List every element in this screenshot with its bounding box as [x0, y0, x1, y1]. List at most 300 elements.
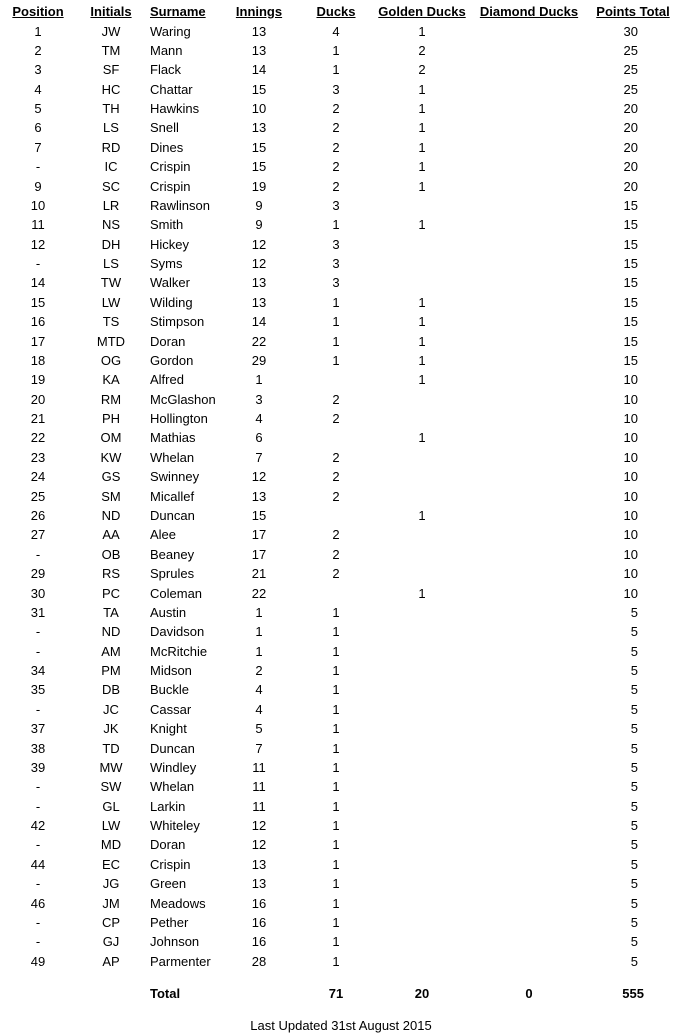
cell-surname: Hickey [150, 236, 190, 252]
cell-points: 5 [630, 624, 638, 640]
cell-initials: TD [102, 740, 120, 756]
totals-label: Total [150, 986, 181, 1001]
cell-surname: Chattar [150, 81, 193, 97]
cell-innings: 15 [251, 81, 267, 97]
cell-innings: 14 [251, 314, 267, 330]
cell-position: 42 [30, 818, 46, 834]
table-row [0, 584, 682, 603]
cell-surname: Knight [150, 721, 187, 737]
cell-innings: 12 [251, 469, 267, 485]
cell-surname: Swinney [150, 469, 200, 485]
table-row [0, 506, 682, 525]
header-surname: Surname [150, 4, 206, 19]
cell-position: 3 [34, 62, 42, 78]
cell-position: - [35, 624, 41, 640]
cell-golden-ducks: 1 [418, 101, 426, 117]
cell-ducks: 1 [332, 62, 340, 78]
cell-points: 5 [630, 701, 638, 717]
cell-position: 23 [30, 449, 46, 465]
cell-innings: 7 [255, 740, 263, 756]
cell-points: 5 [630, 837, 638, 853]
cell-initials: RD [101, 139, 121, 155]
cell-golden-ducks: 1 [418, 120, 426, 136]
cell-innings: 13 [251, 856, 267, 872]
cell-surname: Whelan [150, 779, 195, 795]
table-row [0, 777, 682, 796]
cell-innings: 1 [255, 624, 263, 640]
table-row [0, 390, 682, 409]
cell-initials: SM [101, 488, 121, 504]
cell-innings: 13 [251, 42, 267, 58]
cell-ducks: 3 [332, 81, 340, 97]
cell-points: 20 [623, 178, 638, 194]
cell-position: 37 [30, 721, 46, 737]
header-diamond-ducks: Diamond Ducks [479, 4, 579, 19]
cell-points: 15 [623, 275, 638, 291]
cell-innings: 13 [251, 294, 267, 310]
cell-surname: Stimpson [150, 314, 205, 330]
cell-position: 34 [30, 663, 46, 679]
cell-position: - [35, 701, 41, 717]
cell-surname: Cassar [150, 701, 192, 717]
cell-points: 25 [623, 42, 638, 58]
cell-initials: RS [101, 566, 121, 582]
cell-ducks: 1 [332, 217, 340, 233]
cell-position: 29 [30, 566, 46, 582]
cell-position: 16 [30, 314, 46, 330]
cell-points: 20 [623, 101, 638, 117]
cell-surname: Midson [150, 663, 192, 679]
cell-points: 5 [630, 643, 638, 659]
cell-position: 21 [30, 411, 46, 427]
cell-points: 5 [630, 934, 638, 950]
cell-innings: 9 [255, 197, 263, 213]
cell-ducks: 2 [332, 469, 340, 485]
cell-initials: KA [102, 372, 120, 388]
cell-initials: LS [103, 120, 119, 136]
cell-surname: Alfred [150, 372, 184, 388]
cell-innings: 15 [251, 139, 267, 155]
table-row [0, 894, 682, 913]
cell-position: - [35, 159, 41, 175]
cell-initials: MW [99, 759, 123, 775]
cell-ducks: 2 [332, 159, 340, 175]
table-row [0, 41, 682, 60]
table-row [0, 642, 682, 661]
cell-innings: 17 [251, 527, 267, 543]
cell-points: 15 [623, 256, 638, 272]
cell-initials: RM [100, 391, 122, 407]
cell-initials: SW [100, 779, 122, 795]
cell-position: - [35, 798, 41, 814]
header-points-total: Points Total [596, 4, 670, 19]
cell-position: 25 [30, 488, 46, 504]
cell-surname: Whelan [150, 449, 195, 465]
cell-points: 5 [630, 914, 638, 930]
cell-golden-ducks: 1 [418, 81, 426, 97]
cell-ducks: 1 [332, 837, 340, 853]
cell-innings: 11 [252, 759, 266, 775]
cell-innings: 4 [255, 682, 263, 698]
cell-innings: 11 [252, 779, 266, 795]
table-row [0, 138, 682, 157]
cell-golden-ducks: 1 [418, 294, 426, 310]
cell-ducks: 1 [332, 604, 340, 620]
cell-innings: 13 [251, 488, 267, 504]
table-row [0, 680, 682, 699]
cell-points: 5 [630, 604, 638, 620]
table-row [0, 855, 682, 874]
table-row [0, 428, 682, 447]
cell-ducks: 1 [332, 352, 340, 368]
table-row [0, 874, 682, 893]
cell-initials: OB [101, 546, 121, 562]
cell-ducks: 1 [332, 779, 340, 795]
cell-points: 25 [623, 81, 638, 97]
cell-initials: TS [102, 314, 120, 330]
cell-innings: 2 [255, 663, 263, 679]
cell-points: 5 [630, 779, 638, 795]
table-row [0, 835, 682, 854]
totals-ducks: 71 [328, 986, 344, 1001]
cell-surname: Smith [150, 217, 184, 233]
table-row [0, 99, 682, 118]
cell-position: 30 [30, 585, 46, 601]
cell-points: 10 [623, 488, 638, 504]
cell-golden-ducks: 2 [418, 62, 426, 78]
cell-surname: Walker [150, 275, 190, 291]
cell-ducks: 1 [332, 624, 340, 640]
cell-points: 10 [623, 449, 638, 465]
cell-initials: TA [103, 604, 119, 620]
cell-surname: Doran [150, 333, 186, 349]
cell-initials: AA [102, 527, 120, 543]
cell-innings: 29 [251, 352, 267, 368]
cell-position: 14 [30, 275, 46, 291]
cell-surname: Duncan [150, 740, 195, 756]
totals-row [0, 984, 682, 1003]
cell-ducks: 1 [332, 42, 340, 58]
cell-ducks: 3 [332, 275, 340, 291]
cell-position: 6 [34, 120, 42, 136]
cell-position: - [35, 779, 41, 795]
cell-innings: 12 [251, 256, 267, 272]
cell-initials: JM [102, 895, 120, 911]
cell-surname: Crispin [150, 178, 191, 194]
cell-innings: 16 [251, 914, 267, 930]
cell-position: 38 [30, 740, 46, 756]
table-row [0, 739, 682, 758]
table-row [0, 312, 682, 331]
cell-innings: 28 [251, 953, 267, 969]
cell-initials: DB [101, 682, 121, 698]
cell-initials: PH [101, 411, 121, 427]
cell-ducks: 1 [332, 798, 340, 814]
cell-initials: JG [102, 876, 120, 892]
cell-ducks: 1 [332, 895, 340, 911]
cell-ducks: 1 [332, 721, 340, 737]
cell-ducks: 2 [332, 411, 340, 427]
cell-surname: Buckle [150, 682, 190, 698]
cell-points: 5 [630, 876, 638, 892]
cell-position: - [35, 546, 41, 562]
table-row [0, 603, 682, 622]
table-row [0, 351, 682, 370]
cell-points: 15 [623, 333, 638, 349]
cell-initials: PM [101, 663, 121, 679]
cell-innings: 4 [255, 411, 263, 427]
cell-points: 10 [623, 585, 638, 601]
cell-initials: AM [101, 643, 121, 659]
cell-points: 5 [630, 798, 638, 814]
cell-position: - [35, 643, 41, 659]
cell-points: 10 [623, 508, 638, 523]
cell-position: 11 [31, 217, 45, 233]
table-row [0, 215, 682, 234]
cell-golden-ducks: 2 [418, 42, 426, 58]
table-row [0, 525, 682, 544]
cell-innings: 3 [255, 391, 263, 407]
cell-position: 31 [30, 604, 46, 620]
cell-initials: NS [101, 217, 121, 233]
table-row [0, 564, 682, 583]
cell-initials: ND [101, 508, 121, 523]
cell-ducks: 2 [332, 391, 340, 407]
cell-surname: Whiteley [150, 818, 200, 834]
cell-position: 1 [34, 23, 42, 39]
cell-position: 10 [30, 197, 46, 213]
cell-points: 5 [630, 663, 638, 679]
cell-initials: EC [101, 856, 121, 872]
cell-innings: 19 [251, 178, 267, 194]
cell-innings: 16 [251, 895, 267, 911]
cell-initials: HC [101, 81, 121, 97]
cell-points: 5 [630, 759, 638, 775]
cell-initials: CP [101, 914, 121, 930]
cell-position: 49 [30, 953, 46, 969]
cell-surname: Sprules [150, 566, 195, 582]
cell-surname: Parmenter [150, 953, 211, 969]
cell-initials: LW [101, 818, 121, 834]
cell-position: 5 [34, 101, 42, 117]
cell-surname: Gordon [150, 352, 194, 368]
cell-innings: 4 [255, 701, 263, 717]
cell-innings: 13 [251, 275, 267, 291]
table-header-row [0, 2, 682, 21]
cell-points: 10 [623, 411, 638, 427]
table-row [0, 758, 682, 777]
cell-surname: Crispin [150, 856, 191, 872]
cell-surname: Meadows [150, 895, 206, 911]
cell-position: - [35, 914, 41, 930]
table-row [0, 118, 682, 137]
cell-position: - [35, 934, 41, 950]
cell-innings: 12 [251, 837, 267, 853]
cell-position: 24 [30, 469, 46, 485]
cell-points: 10 [623, 566, 638, 582]
cell-initials: OG [100, 352, 122, 368]
cell-ducks: 2 [332, 546, 340, 562]
cell-position: 22 [30, 430, 46, 446]
cell-position: 19 [30, 372, 46, 388]
cell-points: 15 [623, 314, 638, 330]
cell-points: 15 [623, 236, 638, 252]
cell-surname: Flack [150, 62, 182, 78]
cell-golden-ducks: 1 [418, 178, 426, 194]
cell-initials: SC [101, 178, 121, 194]
cell-ducks: 2 [332, 566, 340, 582]
cell-ducks: 1 [332, 294, 340, 310]
cell-initials: KW [100, 449, 122, 465]
cell-points: 20 [623, 120, 638, 136]
cell-initials: LW [101, 294, 121, 310]
cell-ducks: 1 [332, 759, 340, 775]
cell-ducks: 1 [332, 643, 340, 659]
cell-points: 10 [623, 372, 638, 388]
header-innings: Innings [235, 4, 283, 19]
table-row [0, 60, 682, 79]
cell-position: 17 [30, 333, 46, 349]
cell-ducks: 3 [332, 197, 340, 213]
table-row [0, 622, 682, 641]
header-ducks: Ducks [316, 4, 356, 19]
cell-position: 44 [30, 856, 46, 872]
table-row [0, 913, 682, 932]
cell-surname: Johnson [150, 934, 200, 950]
cell-initials: JC [103, 701, 119, 717]
cell-surname: Micallef [150, 488, 195, 504]
table-row [0, 719, 682, 738]
cell-position: 35 [30, 682, 46, 698]
table-row [0, 448, 682, 467]
cell-ducks: 1 [332, 934, 340, 950]
cell-initials: GL [102, 798, 120, 814]
cell-surname: Mathias [150, 430, 196, 446]
totals-diamond-ducks: 0 [525, 986, 533, 1001]
cell-position: 39 [30, 759, 46, 775]
cell-golden-ducks: 1 [418, 333, 426, 349]
table-row [0, 700, 682, 719]
cell-surname: Duncan [150, 508, 195, 523]
cell-points: 25 [623, 62, 638, 78]
cell-position: 26 [30, 508, 46, 523]
last-updated-note: Last Updated 31st August 2015 [250, 1018, 432, 1033]
totals-points: 555 [622, 986, 644, 1001]
cell-golden-ducks: 1 [418, 23, 426, 39]
cell-position: 27 [30, 527, 46, 543]
cell-initials: DH [101, 236, 121, 252]
cell-ducks: 2 [332, 527, 340, 543]
header-position: Position [12, 4, 64, 19]
cell-points: 20 [623, 159, 638, 175]
table-row [0, 254, 682, 273]
cell-position: 18 [30, 352, 46, 368]
table-row [0, 467, 682, 486]
cell-golden-ducks: 1 [418, 372, 426, 388]
cell-surname: Austin [150, 604, 187, 620]
cell-initials: JW [101, 23, 121, 39]
cell-points: 10 [623, 430, 638, 446]
table-row [0, 932, 682, 951]
cell-innings: 15 [251, 159, 267, 175]
cell-points: 10 [623, 527, 638, 543]
cell-points: 5 [630, 895, 638, 911]
cell-innings: 15 [251, 508, 267, 523]
totals-golden-ducks: 20 [414, 986, 430, 1001]
cell-golden-ducks: 1 [418, 217, 426, 233]
cell-ducks: 3 [332, 236, 340, 252]
cell-initials: AP [102, 953, 120, 969]
cell-initials: LR [102, 197, 120, 213]
cell-initials: TM [101, 42, 121, 58]
cell-initials: MD [100, 837, 122, 853]
cell-points: 20 [623, 139, 638, 155]
table-row [0, 80, 682, 99]
cell-surname: Pether [150, 914, 189, 930]
cell-position: - [35, 876, 41, 892]
table-row [0, 157, 682, 176]
cell-position: 9 [34, 178, 42, 194]
cell-innings: 7 [255, 449, 263, 465]
cell-ducks: 1 [332, 682, 340, 698]
cell-ducks: 1 [332, 818, 340, 834]
cell-golden-ducks: 1 [418, 508, 426, 523]
cell-innings: 17 [251, 546, 267, 562]
cell-surname: Waring [150, 23, 191, 39]
cell-points: 5 [630, 721, 638, 737]
cell-points: 10 [623, 391, 638, 407]
cell-position: 46 [30, 895, 46, 911]
cell-ducks: 1 [332, 914, 340, 930]
cell-golden-ducks: 1 [418, 585, 426, 601]
cell-surname: Crispin [150, 159, 191, 175]
cell-position: - [35, 256, 41, 272]
table-row [0, 661, 682, 680]
cell-initials: TW [100, 275, 122, 291]
cell-innings: 14 [251, 62, 267, 78]
cell-surname: Hawkins [150, 101, 200, 117]
table-row [0, 797, 682, 816]
cell-initials: GS [101, 469, 121, 485]
cell-points: 10 [623, 469, 638, 485]
cell-innings: 22 [251, 585, 267, 601]
cell-points: 15 [623, 217, 638, 233]
cell-initials: GJ [102, 934, 120, 950]
cell-surname: Windley [150, 759, 197, 775]
cell-surname: Syms [150, 256, 183, 272]
cell-surname: Larkin [150, 798, 186, 814]
cell-initials: OM [100, 430, 122, 446]
cell-position: 15 [30, 294, 46, 310]
cell-innings: 16 [251, 934, 267, 950]
cell-points: 30 [623, 23, 638, 39]
cell-innings: 11 [252, 798, 266, 814]
cell-ducks: 2 [332, 139, 340, 155]
cell-ducks: 2 [332, 120, 340, 136]
cell-surname: Rawlinson [150, 197, 210, 213]
cell-points: 5 [630, 953, 638, 969]
cell-ducks: 1 [332, 663, 340, 679]
table-row [0, 332, 682, 351]
cell-initials: SF [102, 62, 120, 78]
cell-initials: JK [103, 721, 119, 737]
cell-ducks: 2 [332, 101, 340, 117]
header-initials: Initials [90, 4, 132, 19]
table-row [0, 177, 682, 196]
table-row [0, 545, 682, 564]
cell-golden-ducks: 1 [418, 159, 426, 175]
table-row [0, 235, 682, 254]
